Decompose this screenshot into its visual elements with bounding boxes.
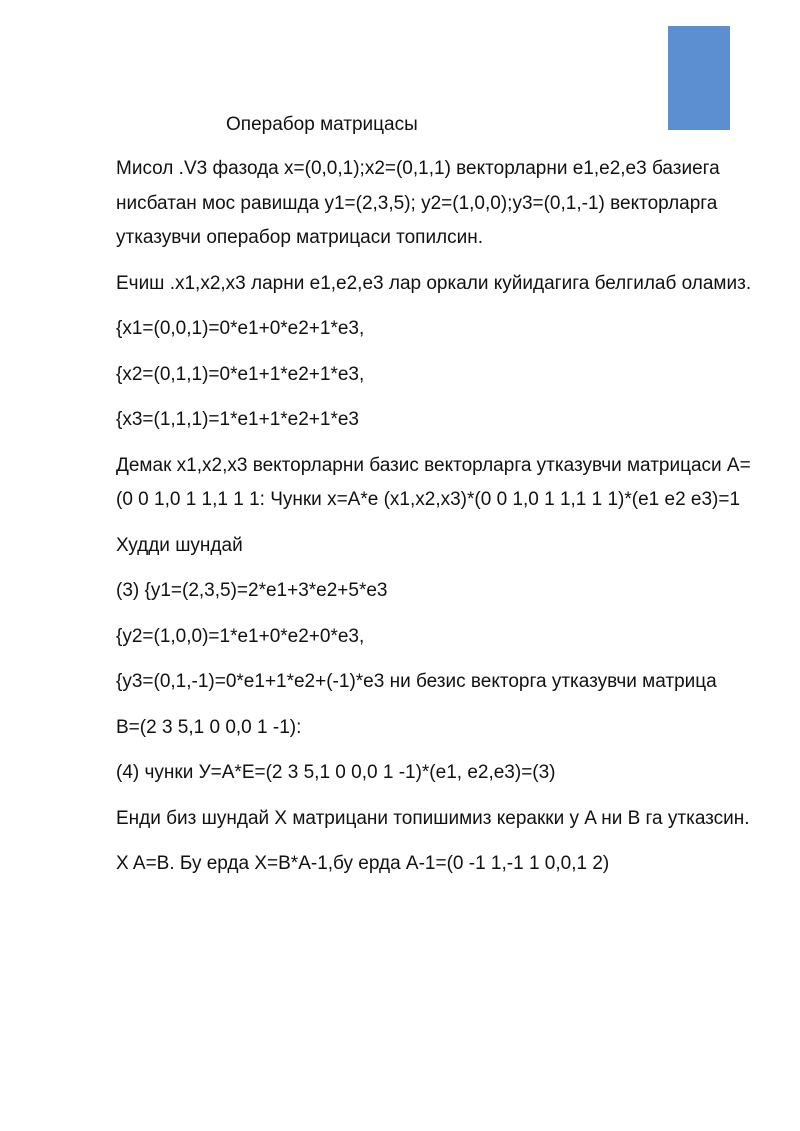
equation-4: (4) чунки У=A*E=(2 3 5,1 0 0,0 1 -1)*(e1, e2,e3)=(3) [116, 762, 556, 783]
equation-y2: {y2=(1,0,0)=1*e1+0*e2+0*e3, [116, 625, 365, 647]
document-body [116, 152, 752, 893]
paragraph-problem: Мисол .V3 фазода x=(0,0,1);x2=(0,1,1) векторларни e1,e2,e3 базиега нисбатан мос равишда y1=(2,3,5); y2=(1,0,0);y3=(0,1,-1) векторларга утказувчи операбор матрицаси топилсин. [116, 158, 720, 248]
paragraph-similarly: Худди шундай [116, 534, 243, 556]
paragraph-x-solution: X A=B. Бу ерда X=B*A-1,бу ерда A-1=(0 -1 1,-1 1 0,0,1 2) [116, 853, 610, 874]
paragraph-find-x: Енди биз шундай X матрицани топишимиз керакки у A ни B га утказсин. [116, 807, 750, 829]
document-title: Операбор матрицасы [226, 114, 418, 135]
equation-y3: {y3=(0,1,-1)=0*e1+1*e2+(-1)*e3 ни безис векторга утказувчи матрица [116, 671, 717, 692]
equation-x1: {x1=(0,0,1)=0*e1+0*e2+1*e3, [116, 318, 365, 339]
paragraph-solution: Ечиш .x1,x2,x3 ларни e1,e2,e3 лар оркали куйидагига белгилаб оламиз. [116, 272, 752, 294]
paragraph-matrix-a: Демак x1,x2,x3 векторларни базис векторларга утказувчи матрицаси A=(0 0 1,0 1 1,1 1 1: Чунки x=A*e (x1,x2,x3)*(0 0 1,0 1 1,1 1 1)*(e1 e2 e3)=1 [116, 454, 751, 510]
equation-x3: {x3=(1,1,1)=1*e1+1*e2+1*e3 [116, 409, 359, 430]
decorative-blue-block [668, 26, 730, 130]
equation-x2: {x2=(0,1,1)=0*e1+1*e2+1*e3, [116, 363, 365, 385]
equation-y1: (3) {y1=(2,3,5)=2*e1+3*e2+5*e3 [116, 580, 388, 601]
equation-matrix-b: B=(2 3 5,1 0 0,0 1 -1): [116, 716, 302, 738]
